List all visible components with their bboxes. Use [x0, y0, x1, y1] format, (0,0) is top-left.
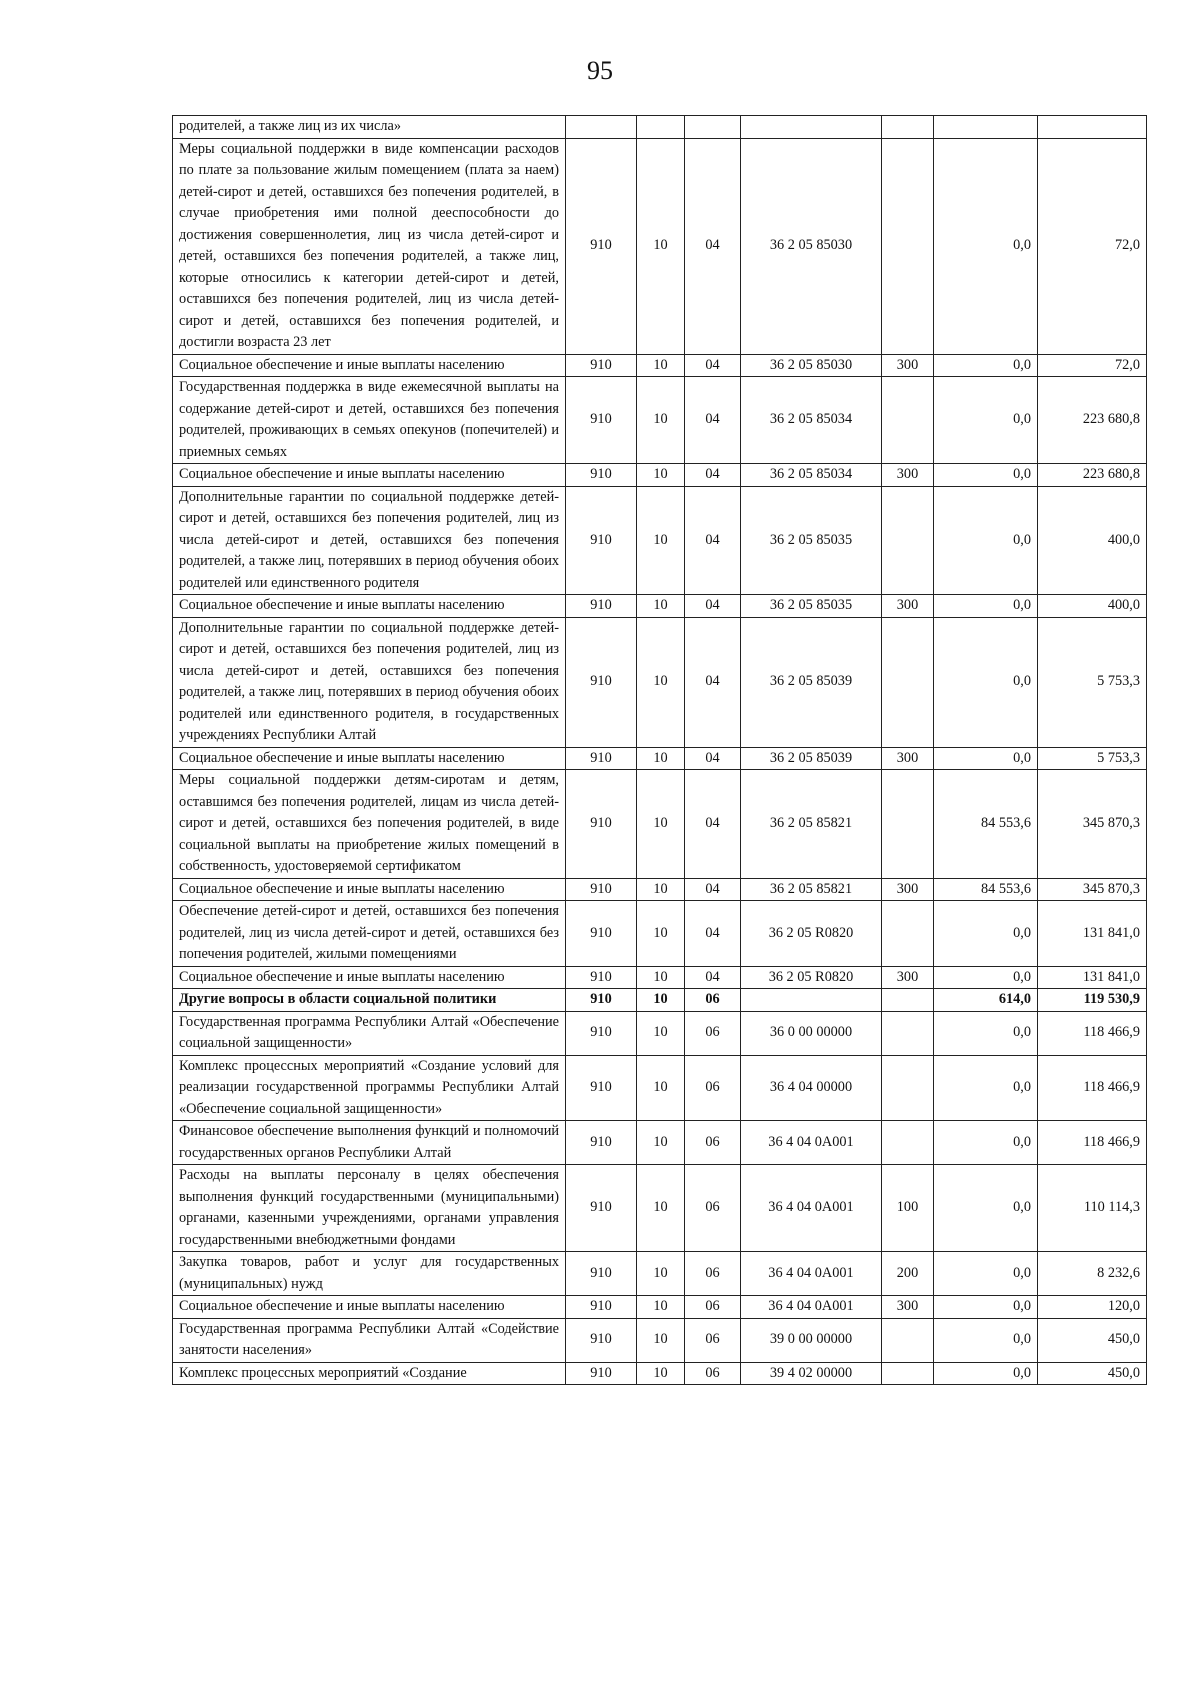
cell-grbs-code: 910 — [566, 1296, 637, 1319]
cell-grbs-code: 910 — [566, 1121, 637, 1165]
cell-expense-type: 300 — [882, 878, 934, 901]
cell-grbs-code: 910 — [566, 1318, 637, 1362]
cell-section-code: 10 — [637, 901, 685, 967]
cell-expense-type — [882, 377, 934, 464]
cell-section-code: 10 — [637, 1362, 685, 1385]
cell-subsection-code: 04 — [685, 486, 741, 595]
cell-target-article — [741, 989, 882, 1012]
cell-grbs-code: 910 — [566, 1362, 637, 1385]
cell-section-code: 10 — [637, 878, 685, 901]
table-body — [173, 116, 1147, 1385]
cell-amount-1: 614,0 — [934, 989, 1038, 1012]
cell-amount-1: 0,0 — [934, 377, 1038, 464]
page-number: 95 — [587, 56, 613, 85]
cell-section-code: 10 — [637, 138, 685, 354]
cell-amount-2: 400,0 — [1038, 595, 1147, 618]
cell-subsection-code: 04 — [685, 878, 741, 901]
cell-expense-type — [882, 116, 934, 139]
cell-grbs-code: 910 — [566, 966, 637, 989]
cell-name: Комплекс процессных мероприятий «Создание условий для реализации государственной программы Республики Алтай «Обеспечение социальной защищенности» — [173, 1055, 566, 1121]
cell-subsection-code: 04 — [685, 966, 741, 989]
cell-amount-1: 0,0 — [934, 1121, 1038, 1165]
cell-name: Дополнительные гарантии по социальной поддержке детей-сирот и детей, оставшихся без попечения родителей, лиц из числа детей-сирот и детей, оставшихся без попечения родителей, а также лиц, потерявших в период обучения обоих родителей или единственного родителя — [173, 486, 566, 595]
cell-target-article: 36 2 05 85030 — [741, 138, 882, 354]
cell-section-code: 10 — [637, 1121, 685, 1165]
cell-subsection-code: 06 — [685, 1252, 741, 1296]
cell-name: Финансовое обеспечение выполнения функций и полномочий государственных органов Республики Алтай — [173, 1121, 566, 1165]
cell-grbs-code: 910 — [566, 770, 637, 879]
cell-target-article: 36 2 05 85035 — [741, 486, 882, 595]
cell-target-article: 36 4 04 0А001 — [741, 1296, 882, 1319]
table-row — [173, 747, 1147, 770]
cell-subsection-code: 04 — [685, 901, 741, 967]
cell-amount-2: 131 841,0 — [1038, 966, 1147, 989]
cell-grbs-code: 910 — [566, 377, 637, 464]
cell-section-code: 10 — [637, 1055, 685, 1121]
cell-grbs-code: 910 — [566, 354, 637, 377]
table-row — [173, 354, 1147, 377]
cell-target-article: 36 2 05 85039 — [741, 747, 882, 770]
cell-subsection-code: 04 — [685, 354, 741, 377]
cell-subsection-code: 04 — [685, 747, 741, 770]
cell-grbs-code: 910 — [566, 464, 637, 487]
cell-subsection-code: 04 — [685, 770, 741, 879]
cell-target-article: 36 2 05 R0820 — [741, 901, 882, 967]
table-row — [173, 595, 1147, 618]
cell-grbs-code: 910 — [566, 617, 637, 747]
cell-subsection-code: 06 — [685, 1011, 741, 1055]
cell-amount-1: 0,0 — [934, 464, 1038, 487]
cell-expense-type — [882, 770, 934, 879]
table-row — [173, 1362, 1147, 1385]
cell-expense-type — [882, 1318, 934, 1362]
cell-name: родителей, а также лиц из их числа» — [173, 116, 566, 139]
cell-amount-2: 223 680,8 — [1038, 464, 1147, 487]
cell-amount-2: 72,0 — [1038, 354, 1147, 377]
table-row — [173, 1121, 1147, 1165]
cell-amount-2: 118 466,9 — [1038, 1055, 1147, 1121]
table-row — [173, 464, 1147, 487]
cell-grbs-code: 910 — [566, 138, 637, 354]
cell-amount-2: 5 753,3 — [1038, 617, 1147, 747]
cell-subsection-code: 04 — [685, 138, 741, 354]
cell-amount-2: 118 466,9 — [1038, 1011, 1147, 1055]
cell-section-code: 10 — [637, 1165, 685, 1252]
cell-expense-type — [882, 138, 934, 354]
cell-target-article: 36 2 05 85034 — [741, 464, 882, 487]
cell-name: Социальное обеспечение и иные выплаты населению — [173, 595, 566, 618]
cell-grbs-code: 910 — [566, 1011, 637, 1055]
cell-expense-type: 100 — [882, 1165, 934, 1252]
cell-section-code: 10 — [637, 486, 685, 595]
cell-amount-2 — [1038, 116, 1147, 139]
cell-subsection-code: 06 — [685, 1318, 741, 1362]
cell-target-article: 36 2 05 R0820 — [741, 966, 882, 989]
cell-target-article: 36 4 04 0А001 — [741, 1252, 882, 1296]
cell-amount-2: 450,0 — [1038, 1318, 1147, 1362]
cell-amount-2: 72,0 — [1038, 138, 1147, 354]
cell-expense-type — [882, 989, 934, 1012]
cell-target-article: 36 4 04 00000 — [741, 1055, 882, 1121]
cell-target-article: 39 4 02 00000 — [741, 1362, 882, 1385]
cell-amount-1: 0,0 — [934, 617, 1038, 747]
cell-expense-type: 300 — [882, 354, 934, 377]
cell-grbs-code: 910 — [566, 486, 637, 595]
cell-expense-type: 300 — [882, 595, 934, 618]
cell-name: Социальное обеспечение и иные выплаты населению — [173, 464, 566, 487]
cell-subsection-code: 06 — [685, 1165, 741, 1252]
cell-section-code: 10 — [637, 1296, 685, 1319]
table-row — [173, 1011, 1147, 1055]
cell-name: Обеспечение детей-сирот и детей, оставшихся без попечения родителей, лиц из числа детей-сирот и детей, оставшихся без попечения родителей, жилыми помещениями — [173, 901, 566, 967]
cell-amount-2: 119 530,9 — [1038, 989, 1147, 1012]
cell-amount-2: 120,0 — [1038, 1296, 1147, 1319]
cell-expense-type: 300 — [882, 464, 934, 487]
cell-name: Социальное обеспечение и иные выплаты населению — [173, 747, 566, 770]
cell-section-code: 10 — [637, 1252, 685, 1296]
cell-section-code: 10 — [637, 1011, 685, 1055]
cell-target-article: 36 2 05 85035 — [741, 595, 882, 618]
cell-section-code: 10 — [637, 354, 685, 377]
cell-grbs-code: 910 — [566, 1055, 637, 1121]
cell-subsection-code: 06 — [685, 1055, 741, 1121]
cell-expense-type — [882, 1121, 934, 1165]
cell-subsection-code: 06 — [685, 989, 741, 1012]
cell-amount-2: 400,0 — [1038, 486, 1147, 595]
cell-expense-type: 300 — [882, 966, 934, 989]
cell-expense-type — [882, 901, 934, 967]
cell-grbs-code: 910 — [566, 901, 637, 967]
cell-amount-1: 0,0 — [934, 354, 1038, 377]
cell-target-article: 39 0 00 00000 — [741, 1318, 882, 1362]
cell-name: Другие вопросы в области социальной политики — [173, 989, 566, 1012]
cell-target-article — [741, 116, 882, 139]
cell-amount-1: 84 553,6 — [934, 770, 1038, 879]
cell-target-article: 36 2 05 85821 — [741, 770, 882, 879]
cell-name: Расходы на выплаты персоналу в целях обеспечения выполнения функций государственными (муниципальными) органами, казенными учреждениями, органами управления государственными внебюджетными фондами — [173, 1165, 566, 1252]
cell-grbs-code — [566, 116, 637, 139]
cell-section-code: 10 — [637, 595, 685, 618]
cell-amount-1: 0,0 — [934, 595, 1038, 618]
table-row — [173, 1252, 1147, 1296]
cell-expense-type: 300 — [882, 747, 934, 770]
budget-table — [172, 115, 1147, 1385]
cell-amount-2: 5 753,3 — [1038, 747, 1147, 770]
cell-amount-2: 131 841,0 — [1038, 901, 1147, 967]
cell-amount-1: 84 553,6 — [934, 878, 1038, 901]
cell-expense-type — [882, 486, 934, 595]
cell-name: Социальное обеспечение и иные выплаты населению — [173, 354, 566, 377]
cell-subsection-code: 04 — [685, 595, 741, 618]
cell-subsection-code: 06 — [685, 1362, 741, 1385]
cell-amount-1: 0,0 — [934, 901, 1038, 967]
cell-amount-1: 0,0 — [934, 747, 1038, 770]
table-row — [173, 770, 1147, 879]
cell-name: Государственная программа Республики Алтай «Обеспечение социальной защищенности» — [173, 1011, 566, 1055]
cell-expense-type — [882, 617, 934, 747]
table-row — [173, 138, 1147, 354]
cell-amount-1: 0,0 — [934, 1011, 1038, 1055]
cell-amount-2: 345 870,3 — [1038, 878, 1147, 901]
cell-name: Социальное обеспечение и иные выплаты населению — [173, 1296, 566, 1319]
cell-amount-1: 0,0 — [934, 138, 1038, 354]
cell-subsection-code: 04 — [685, 464, 741, 487]
cell-amount-1: 0,0 — [934, 1318, 1038, 1362]
cell-amount-1: 0,0 — [934, 966, 1038, 989]
cell-target-article: 36 4 04 0А001 — [741, 1121, 882, 1165]
cell-subsection-code: 06 — [685, 1296, 741, 1319]
table-row — [173, 1318, 1147, 1362]
cell-grbs-code: 910 — [566, 1252, 637, 1296]
cell-section-code: 10 — [637, 464, 685, 487]
cell-name: Меры социальной поддержки в виде компенсации расходов по плате за пользование жилым помещением (плата за наем) детей-сирот и детей, оставшихся без попечения родителей, в случае приобретения ими полной дееспособности до достижения совершеннолетия, лиц из числа детей-сирот и детей, оставшихся без попечения родителей, а также лиц, которые относились к категории детей-сирот и детей, оставшихся без попечения родителей, лиц из числа детей-сирот и детей, оставшихся без попечения родителей, и достигли возраста 23 лет — [173, 138, 566, 354]
table-row — [173, 617, 1147, 747]
table-row — [173, 377, 1147, 464]
cell-grbs-code: 910 — [566, 989, 637, 1012]
cell-section-code — [637, 116, 685, 139]
cell-amount-2: 8 232,6 — [1038, 1252, 1147, 1296]
cell-amount-1: 0,0 — [934, 1296, 1038, 1319]
cell-name: Социальное обеспечение и иные выплаты населению — [173, 878, 566, 901]
cell-target-article: 36 2 05 85034 — [741, 377, 882, 464]
cell-expense-type: 200 — [882, 1252, 934, 1296]
cell-subsection-code: 04 — [685, 617, 741, 747]
cell-grbs-code: 910 — [566, 878, 637, 901]
table-row — [173, 878, 1147, 901]
cell-section-code: 10 — [637, 747, 685, 770]
cell-amount-2: 345 870,3 — [1038, 770, 1147, 879]
cell-amount-2: 450,0 — [1038, 1362, 1147, 1385]
cell-section-code: 10 — [637, 377, 685, 464]
cell-name: Закупка товаров, работ и услуг для государственных (муниципальных) нужд — [173, 1252, 566, 1296]
cell-subsection-code — [685, 116, 741, 139]
table-row — [173, 116, 1147, 139]
cell-amount-2: 110 114,3 — [1038, 1165, 1147, 1252]
cell-subsection-code: 06 — [685, 1121, 741, 1165]
cell-amount-1: 0,0 — [934, 1055, 1038, 1121]
cell-subsection-code: 04 — [685, 377, 741, 464]
cell-name: Меры социальной поддержки детям-сиротам и детям, оставшимся без попечения родителей, лицам из числа детей-сирот и детей, оставшихся без попечения родителей, в виде социальной выплаты на приобретение жилых помещений в собственность, удостоверяемой сертификатом — [173, 770, 566, 879]
cell-amount-2: 223 680,8 — [1038, 377, 1147, 464]
table-row — [173, 1165, 1147, 1252]
cell-grbs-code: 910 — [566, 1165, 637, 1252]
cell-section-code: 10 — [637, 989, 685, 1012]
table-row — [173, 1296, 1147, 1319]
cell-section-code: 10 — [637, 1318, 685, 1362]
table-row — [173, 989, 1147, 1012]
cell-grbs-code: 910 — [566, 747, 637, 770]
cell-amount-1: 0,0 — [934, 1252, 1038, 1296]
cell-amount-2: 118 466,9 — [1038, 1121, 1147, 1165]
cell-section-code: 10 — [637, 966, 685, 989]
cell-grbs-code: 910 — [566, 595, 637, 618]
cell-amount-1 — [934, 116, 1038, 139]
table-row — [173, 1055, 1147, 1121]
cell-target-article: 36 4 04 0А001 — [741, 1165, 882, 1252]
cell-name: Дополнительные гарантии по социальной поддержке детей-сирот и детей, оставшихся без попечения родителей, лиц из числа детей-сирот и детей, оставшихся без попечения родителей, а также лиц, потерявших в период обучения обоих родителей или единственного родителя, в государственных учреждениях Республики Алтай — [173, 617, 566, 747]
table-row — [173, 486, 1147, 595]
cell-amount-1: 0,0 — [934, 1362, 1038, 1385]
cell-amount-1: 0,0 — [934, 486, 1038, 595]
cell-target-article: 36 2 05 85039 — [741, 617, 882, 747]
cell-name: Комплекс процессных мероприятий «Создание — [173, 1362, 566, 1385]
table-row — [173, 966, 1147, 989]
cell-name: Государственная поддержка в виде ежемесячной выплаты на содержание детей-сирот и детей, оставшихся без попечения родителей, проживающих в семьях опекунов (попечителей) и приемных семьях — [173, 377, 566, 464]
cell-amount-1: 0,0 — [934, 1165, 1038, 1252]
cell-name: Социальное обеспечение и иные выплаты населению — [173, 966, 566, 989]
cell-target-article: 36 0 00 00000 — [741, 1011, 882, 1055]
cell-target-article: 36 2 05 85030 — [741, 354, 882, 377]
cell-expense-type — [882, 1362, 934, 1385]
cell-section-code: 10 — [637, 617, 685, 747]
cell-section-code: 10 — [637, 770, 685, 879]
cell-name: Государственная программа Республики Алтай «Содействие занятости населения» — [173, 1318, 566, 1362]
cell-expense-type: 300 — [882, 1296, 934, 1319]
cell-target-article: 36 2 05 85821 — [741, 878, 882, 901]
table-row — [173, 901, 1147, 967]
cell-expense-type — [882, 1055, 934, 1121]
cell-expense-type — [882, 1011, 934, 1055]
